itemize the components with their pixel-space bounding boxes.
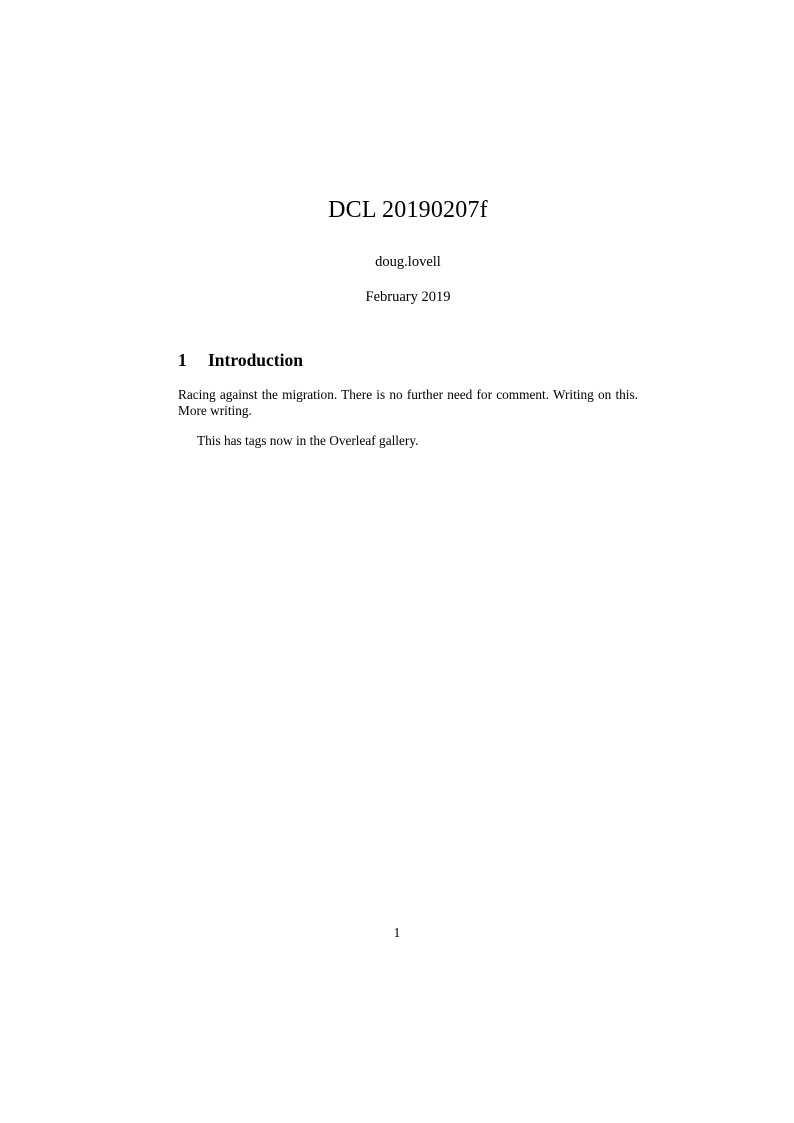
document-author: doug.lovell <box>375 253 441 270</box>
section-heading-introduction <box>178 350 638 371</box>
section-number: 1 <box>178 349 187 370</box>
paragraph: Racing against the migration. There is no further need for comment. Writing on this. More writing. <box>178 386 638 419</box>
section-title: Introduction <box>208 349 303 370</box>
paragraph: This has tags now in the Overleaf gallery. <box>197 433 419 449</box>
document-body <box>178 196 638 463</box>
page-number: 1 <box>393 925 401 940</box>
document-date: February 2019 <box>365 288 451 305</box>
page-title: DCL 20190207f <box>328 197 488 223</box>
